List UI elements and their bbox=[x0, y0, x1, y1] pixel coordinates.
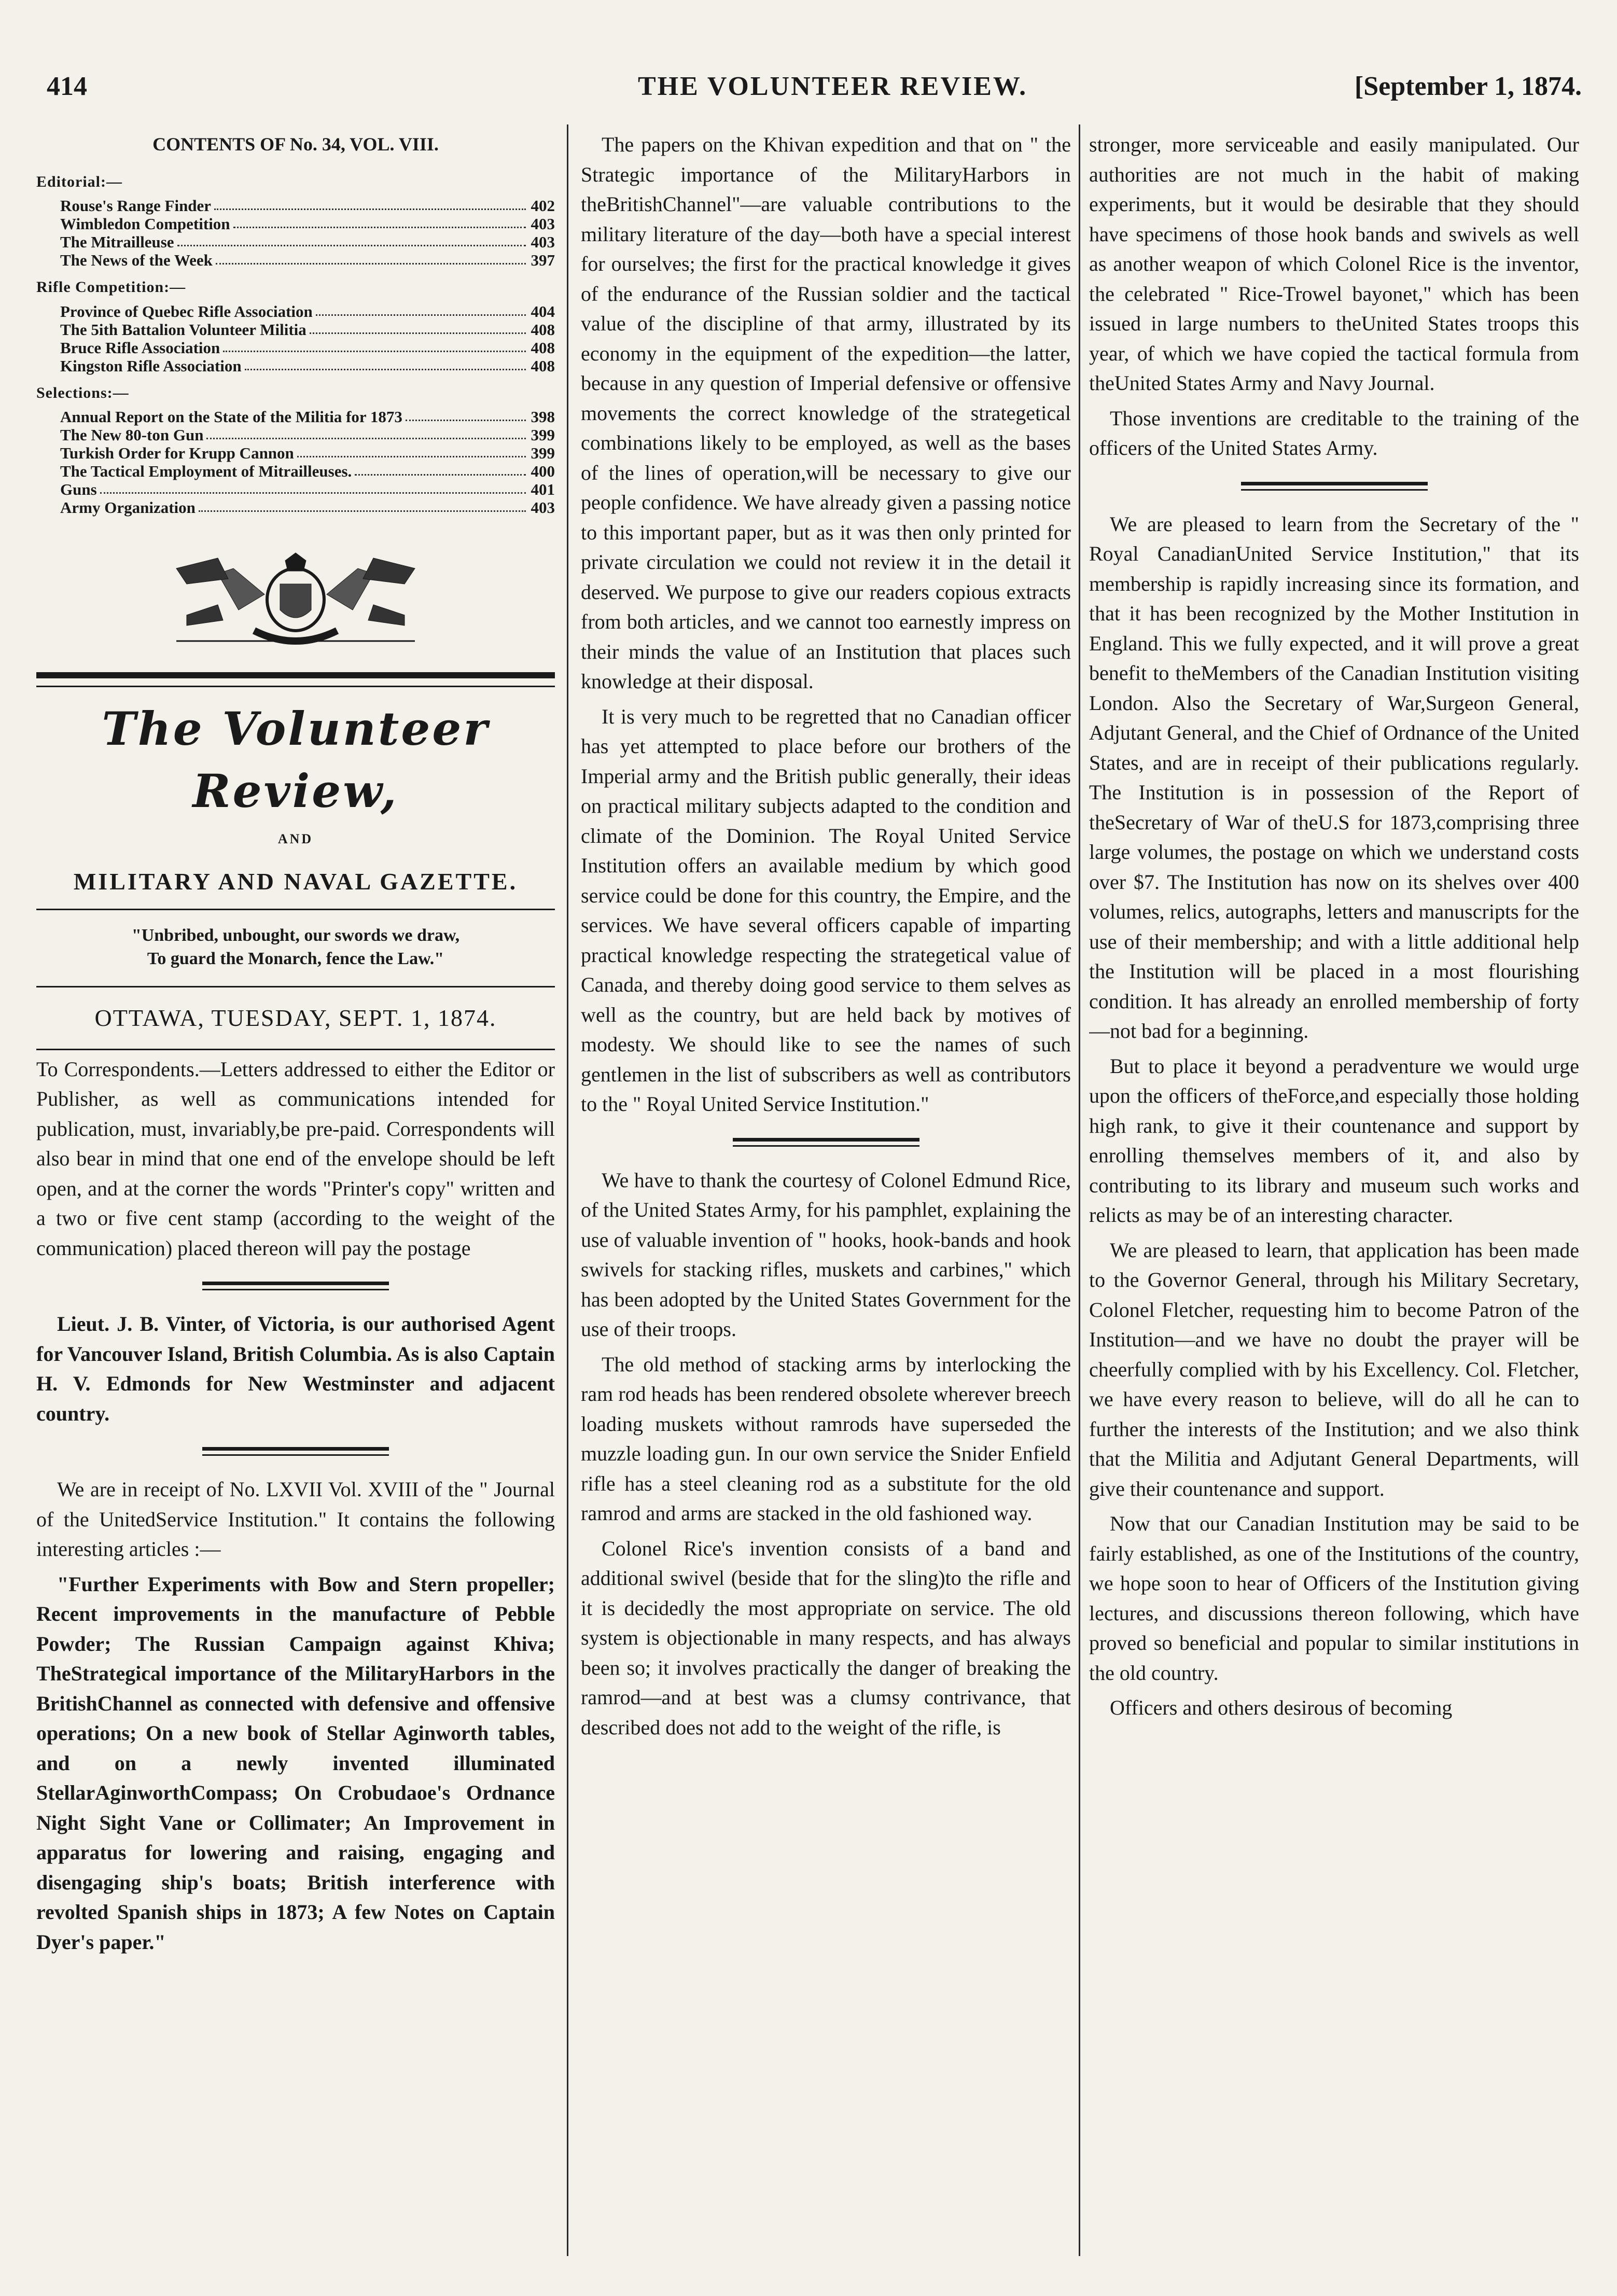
page-number: 414 bbox=[47, 72, 87, 101]
article-paragraph: We have to thank the courtesy of Colonel Edmund Rice, of the United States Army, for his pamphlet, explaining the use of valuable invention of " hooks, hook-bands and hook swivels for stacking rifles, muskets and carbines," which has been adopted by the United States Government for the use of their troops. bbox=[581, 1168, 1071, 1341]
article-paragraph: "Further Experiments with Bow and Stern propeller; Recent improvements in the manufacture of Pebble Powder; The Russian Campaign against Khiva; TheStrategical importance of the MilitaryHarbors in the BritishChannel as connected with defensive and offensive operations; On a new book of Stellar Aginworth tables, and on a newly invented illuminated StellarAginworthCompass; On Crobudaoe's Ordnance Night Sight Vane or Collimater; An Improvement in apparatus for lowering and raising, engaging and disengaging ship's boats; British interference with revolted Spanish ships in 1873; A few Notes on Captain Dyer's paper." bbox=[36, 1572, 555, 1954]
column-left bbox=[36, 130, 555, 2266]
toc-item: Annual Report on the State of the Militia for 1873 398 bbox=[60, 408, 555, 426]
rule bbox=[36, 909, 555, 910]
dateline: OTTAWA, TUESDAY, SEPT. 1, 1874. bbox=[94, 1005, 497, 1031]
masthead-title: The Volunteer Review, bbox=[102, 702, 490, 818]
rule bbox=[36, 686, 555, 687]
toc-heading: Selections:— bbox=[36, 384, 129, 401]
article-paragraph: We are in receipt of No. LXVII Vol. XVIII of the " Journal of the UnitedService Institution." It contains the following interesting articles :— bbox=[36, 1478, 555, 1561]
article-paragraph: The papers on the Khivan expedition and that on " the Strategic importance of the MilitaryHarbors in theBritishChannel"—are valuable contributions to the military literature of the day—both have a special interest for ourselves; the first for the practical knowledge it gives of the endurance of the Russian soldier and the tactical value of the discipline of that army, illustrated by its economy in the equipment of the expedition—the latter, because in any question of Imperial defensive or offensive movements the correct knowledge of the strategetical combinations likely to be employed, as well as the bases of the lines of operation,will be necessary to give our people confidence. We have already given a passing notice to this important paper, but as it was then only printed for private circulation we could not review it in the detail it deserved. We purpose to give our readers copious extracts from both articles, and we cannot too earnestly impress on their minds the value of an Institution that places such knowledge at their disposal. bbox=[581, 133, 1071, 693]
column-rule bbox=[567, 124, 568, 2256]
toc-item: Wimbledon Competition 403 bbox=[60, 215, 555, 233]
article-paragraph: We are pleased to learn from the Secretary of the " Royal CanadianUnited Service Institution," that its membership is rapidly increasing since its formation, and that it has been recognized by the Mother Institution in England. This we fully expected, and it will prove a great benefit to theMembers of the Canadian Institution visiting London. Also the Secretary of War,Surgeon General, Adjutant General, and the Chief of Ordnance of the United States, and are in receipt of their publications regularly. The Institution is in possession of the Report of theSecretary of War of theU.S for 1873,comprising three large volumes, the postage on which we understand costs over $7. The Institution has now on its shelves over 400 volumes, relics, autographs, letters and manuscripts for the use of their membership; and with a little additional help the Institution will be placed in a most flourishing condition. It has already an enrolled membership of forty—not bad for a beginning. bbox=[1089, 512, 1579, 1042]
column-right bbox=[1089, 130, 1579, 2266]
toc-item: Turkish Order for Krupp Cannon 399 bbox=[60, 444, 555, 462]
rule bbox=[36, 1049, 555, 1050]
section-divider bbox=[733, 1138, 919, 1147]
motto bbox=[36, 924, 555, 970]
toc-item: Guns 401 bbox=[60, 480, 555, 498]
running-title: THE VOLUNTEER REVIEW. bbox=[638, 72, 1028, 101]
section-divider bbox=[202, 1282, 389, 1290]
contents-title: CONTENTS OF No. 34, VOL. VIII. bbox=[152, 134, 439, 155]
toc-item: The Tactical Employment of Mitrailleuses. 400 bbox=[60, 462, 555, 480]
toc-item: The Mitrailleuse 403 bbox=[60, 233, 555, 251]
toc-heading: Editorial:— bbox=[36, 173, 122, 190]
article-paragraph: Now that our Canadian Institution may be said to be fairly established, as one of the Institutions of the country, we hope soon to hear of Officers of the Institution giving lectures, and discussions thereon following, which have proved so beneficial and popular to similar institutions in the old country. bbox=[1089, 1512, 1579, 1685]
rule bbox=[36, 986, 555, 987]
article-paragraph: The old method of stacking arms by interlocking the ram rod heads has been rendered obsolete wherever breech loading muskets without ramrods have superseded the muzzle loading gun. In our own service the Snider Enfield rifle has a steel cleaning rod as a substitute for the old ramrod and arms are stacked in the old fashioned way. bbox=[581, 1352, 1071, 1525]
column-rule bbox=[1079, 124, 1080, 2256]
toc-item: The 5ith Battalion Volunteer Militia 408 bbox=[60, 320, 555, 339]
toc-item: Kingston Rifle Association 408 bbox=[60, 356, 555, 375]
article-paragraph: But to place it beyond a peradventure we would urge upon the officers of theForce,and especially those holding high rank, to give it their countenance and support by enrolling themselves members of it, and also by contributing to its library and museum such works and relicts as may be of an interesting character. bbox=[1089, 1054, 1579, 1227]
toc-item: The News of the Week 397 bbox=[60, 251, 555, 269]
article-paragraph: We are pleased to learn, that application has been made to the Governor General, through his Military Secretary, Colonel Fletcher, requesting him to become Patron of the Institution—and we have no doubt the prayer will be cheerfully complied with by his Excellency. Col. Fletcher, we have every reason to believe, will do all he can to further the interests of the Institution; and we also think that the Militia and Adjutant General Departments, will give their countenance and support. bbox=[1089, 1238, 1579, 1500]
article-paragraph: Lieut. J. B. Vinter, of Victoria, is our authorised Agent for Vancouver Island, British Columbia. As is also Captain H. V. Edmonds for New Westminster and adjacent country. bbox=[36, 1312, 555, 1425]
motto-line: To guard the Monarch, fence the Law." bbox=[147, 949, 444, 968]
masthead-and: AND bbox=[277, 831, 314, 846]
page-header bbox=[36, 65, 1582, 112]
toc-heading: Rifle Competition:— bbox=[36, 279, 186, 296]
motto-line: "Unbribed, unbought, our swords we draw, bbox=[131, 926, 460, 945]
column-middle bbox=[581, 130, 1071, 2266]
issue-date: [September 1, 1874. bbox=[1354, 72, 1582, 101]
toc-item: Province of Quebec Rifle Association 404 bbox=[60, 302, 555, 321]
article-paragraph: To Correspondents.—Letters addressed to either the Editor or Publisher, as well as communications intended for publication, must, invariably,be pre-paid. Correspondents will also bear in mind that one end of the envelope should be left open, and at the corner the words "Printer's copy" written and a two or five cent stamp (according to the weight of the communication) placed thereon will pay the postage bbox=[36, 1057, 555, 1260]
rule bbox=[36, 672, 555, 678]
article-paragraph: Colonel Rice's invention consists of a band and additional swivel (beside that for the sling)to the rifle and it is decidedly the most appropriate on service. The old system is objectionable in many respects, and has always been so; it involves practically the danger of breaking the ramrod—and at best was a clumsy contrivance, that described does not add to the weight of the rifle, is bbox=[581, 1536, 1071, 1739]
article-paragraph: Those inventions are creditable to the training of the officers of the United States Army. bbox=[1089, 406, 1579, 460]
royal-crest-emblem bbox=[114, 537, 477, 662]
toc-item: The New 80-ton Gun 399 bbox=[60, 426, 555, 444]
masthead-subtitle: MILITARY AND NAVAL GAZETTE. bbox=[73, 868, 518, 895]
toc-item: Bruce Rifle Association 408 bbox=[60, 338, 555, 357]
toc-item: Army Organization 403 bbox=[60, 498, 555, 517]
toc-item: Rouse's Range Finder 402 bbox=[60, 197, 555, 215]
section-divider bbox=[1241, 482, 1428, 491]
article-paragraph: Officers and others desirous of becoming bbox=[1110, 1696, 1453, 1719]
article-paragraph: stronger, more serviceable and easily manipulated. Our authorities are not much in the habit of making experiments, but it would be desirable that they should have specimens of those hook bands and swivels as well as another weapon of which Colonel Rice is the inventor, the celebrated " Rice-Trowel bayonet," which has been issued in large numbers to theUnited States troops this year, of which we have copied the tactical formula from theUnited States Army and Navy Journal. bbox=[1089, 133, 1579, 395]
article-paragraph: It is very much to be regretted that no Canadian officer has yet attempted to place before our brothers of the Imperial army and the British public generally, their ideas on practical military subjects adapted to the condition and climate of the Dominion. The Royal United Service Institution offers an available medium by which good service could be done for this country, the Empire, and the services. We have several officers capable of imparting practical knowledge respecting the strategetical value of Canada, and thereby doing good service to them selves as well as the country, but are held back by motives of modesty. We should like to see the names of such gentlemen in the list of subscribers as well as contributors to the " Royal United Service Institution." bbox=[581, 704, 1071, 1116]
section-divider bbox=[202, 1447, 389, 1456]
